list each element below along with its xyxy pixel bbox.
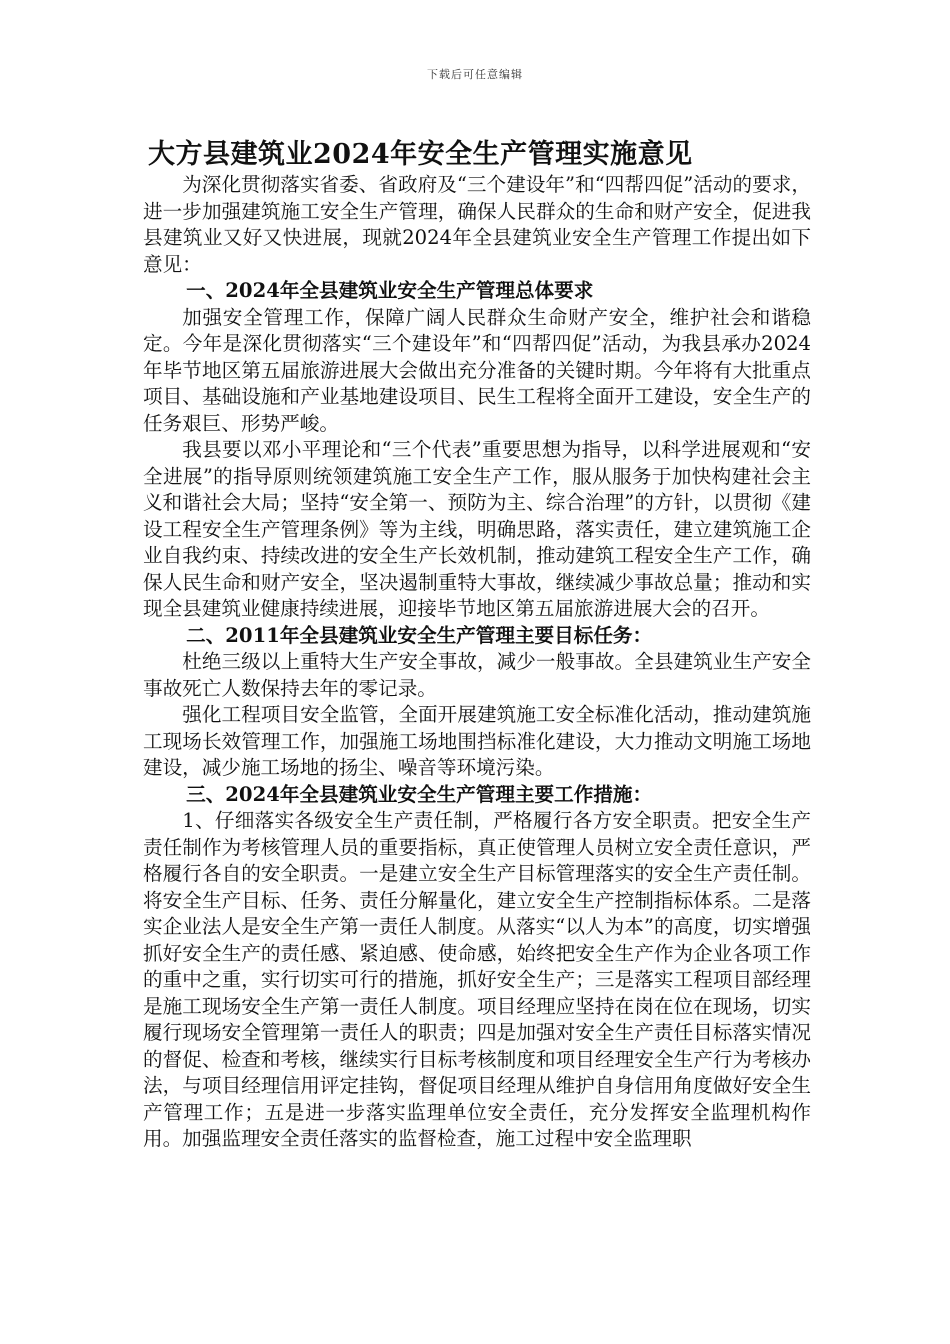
paragraph-2: 我县要以邓小平理论和“三个代表”重要思想为指导，以科学进展观和“安全进展”的指导原则统领建筑施工安全生产工作，服从服务于加快构建社会主义和谐社会大局；坚持“安全第一、预防为主、综合治理”的方针，以贯彻《建设工程安全生产管理条例》等为主线，明确思路，落实责任，建立建筑施工企业自我约束、持续改进的安全生产长效机制，推动建筑工程安全生产工作，确保人民生命和财产安全，坚决遏制重特大事故，继续减少事故总量；推动和实现全县建筑业健康持续进展，迎接毕节地区第五届旅游进展大会的召开。 [143, 438, 811, 620]
intro-paragraph: 为深化贯彻落实省委、省政府及“三个建设年”和“四帮四促”活动的要求，进一步加强建筑施工安全生产管理，确保人民群众的生命和财产安全，促进我县建筑业又好又快进展，现就2024年全县建筑业安全生产管理工作提出如下意见： [143, 173, 811, 276]
document-body [143, 172, 811, 1153]
paragraph-5: 1、仔细落实各级安全生产责任制，严格履行各方安全职责。把安全生产责任制作为考核管理人员的重要指标，真正使管理人员树立安全责任意识，严格履行各自的安全职责。一是建立安全生产目标管理落实的安全生产责任制。将安全生产目标、任务、责任分解量化，建立安全生产控制指标体系。二是落实企业法人是安全生产第一责任人制度。从落实“以人为本”的高度，切实增强抓好安全生产的责任感、紧迫感、使命感，始终把安全生产作为企业各项工作的重中之重，实行切实可行的措施，抓好安全生产；三是落实工程项目部经理是施工现场安全生产第一责任人制度。项目经理应坚持在岗在位在现场，切实履行现场安全管理第一责任人的职责；四是加强对安全生产责任目标落实情况的督促、检查和考核，继续实行目标考核制度和项目经理安全生产行为考核办法，与项目经理信用评定挂钩，督促项目经理从维护自身信用角度做好安全生产管理工作；五是进一步落实监理单位安全责任，充分发挥安全监理机构作用。加强监理安全责任落实的监督检查，施工过程中安全监理职 [143, 809, 811, 1150]
paragraph-4: 强化工程项目安全监管，全面开展建筑施工安全标准化活动，推动建筑施工现场长效管理工作，加强施工场地围挡标准化建设，大力推动文明施工场地建设，减少施工场地的扬尘、噪音等环境污染。 [143, 703, 811, 779]
header-note: 下载后可任意编辑 [427, 68, 523, 81]
section-heading-2: 二、2011年全县建筑业安全生产管理主要目标任务： [186, 623, 653, 647]
paragraph-3: 杜绝三级以上重特大生产安全事故，减少一般事故。全县建筑业生产安全事故死亡人数保持去年的零记录。 [143, 650, 811, 700]
document-title: 大方县建筑业2024年安全生产管理实施意见 [148, 139, 693, 170]
section-heading-1: 一、2024年全县建筑业安全生产管理总体要求 [186, 279, 594, 302]
paragraph-1: 加强安全管理工作，保障广阔人民群众生命财产安全，维护社会和谐稳定。今年是深化贯彻落实“三个建设年”和“四帮四促”活动，为我县承办2024年毕节地区第五届旅游进展大会做出充分准备的关键时期。今年将有大批重点项目、基础设施和产业基地建设项目、民生工程将全面开工建设，安全生产的任务艰巨、形势严峻。 [143, 305, 811, 435]
section-heading-3: 三、2024年全县建筑业安全生产管理主要工作措施： [186, 782, 653, 806]
